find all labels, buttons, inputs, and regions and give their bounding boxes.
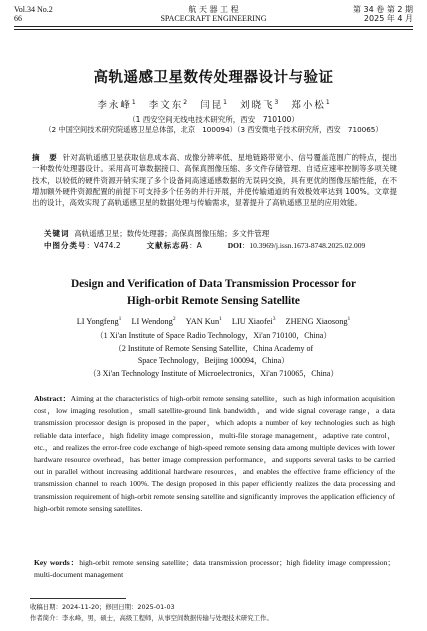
keywords-en (34, 557, 395, 581)
author-cn: 闫昆$^1$ (200, 98, 227, 111)
keywords-en-text: high-orbit remote sensing satellite；data transmission processor；high fidelity image compression；multi-document management (34, 558, 395, 580)
header-date-cn: 2025 年 4 月 (363, 14, 413, 23)
abstract-en-text: Aiming at the characteristics of high-orbit remote sensing satellite，such as high information acquisition cost，low imaging resolution，small satellite-ground link bandwidth，and wide signal coverage range，a data transmission processor design is proposed in the paper，which adopts a number of key technologies such as high reliable data interface，high fidelity image compression，multi-file storage management，adaptive rate control，etc.，and realizes the error-free code exchange of high-speed remote sensing data among multiple devices with lower hardware resource overhead，has better image compression performance，and supports several tasks to be carried out in parallel without increasing additional hardware resources，and enables the effective frame efficiency of the transmission channel to reach 100%. The design proposed in this paper efficiently realizes the data processing and transmission requirement of high-orbit remote sensing satellite and significantly improves the application efficiency of high-orbit remote sensing satellites. (34, 394, 395, 513)
doi-value: 10.3969/j.issn.1673-8748.2025.02.009 (249, 241, 366, 250)
authors-en (0, 316, 427, 326)
title-en (0, 276, 427, 310)
footnote-received: 收稿日期：2024-11-20；修回日期：2025-01-03 (30, 603, 175, 611)
title-en-line-2: High-orbit Remote Sensing Satellite (127, 295, 300, 307)
author-cn: 郑小松$^1$ (291, 98, 330, 111)
abstract-cn-label: 摘 要 (32, 153, 58, 162)
title-en-line-1: Design and Verification of Data Transmission Processor for (70, 278, 357, 290)
clc-label: 中图分类号 (44, 241, 87, 250)
footnote-author-bio: 作者简介：李永峰，男，硕士，高级工程师，从事空间数据传输与处理技术研究工作。 (30, 614, 273, 622)
header-volume-cn: 第 34 卷 第 2 期 (353, 5, 413, 14)
affiliation-cn-2: （2 中国空间技术研究院遥感卫星总体部，北京 100094）（3 西安微电子技术研究所，西安 710065） (44, 125, 383, 134)
header-journal-cn: 航 天 器 工 程 (188, 5, 239, 14)
author-en: LIU Xiaofei$^3$ (231, 316, 276, 326)
footnote-rule (30, 598, 126, 599)
author-cn: 李永峰$^1$ (97, 98, 136, 111)
keywords-cn-label: 关键词 (44, 229, 70, 238)
classification-cn: 中图分类号：V474.2 文献标志码：A DOI：10.3969/j.issn.1673-8748.2025.02.009 (44, 241, 366, 250)
clc-value: V474.2 (94, 241, 121, 250)
keywords-cn (44, 228, 269, 239)
keywords-cn-text: 高轨遥感卫星；数传处理器；高保真图像压缩；多文件管理 (74, 229, 270, 238)
doc-code-value: A (196, 241, 202, 250)
affiliation-cn-1: （1 西安空间无线电技术研究所，西安 710100） (128, 115, 299, 124)
affiliation-en-1: （1 Xi'an Institute of Space Radio Technology，Xi'an 710100，China） (95, 331, 332, 340)
title-cn: 高轨遥感卫星数传处理器设计与验证 (93, 70, 334, 86)
author-en: ZHENG Xiaosong$^1$ (285, 316, 351, 326)
author-cn: 刘晓飞$^3$ (239, 98, 279, 111)
header-volume: Vol.34 No.2 (14, 5, 53, 14)
header-rule-thick (14, 26, 413, 27)
author-en: LI Wendong$^2$ (131, 316, 176, 326)
affiliation-en-2a: （2 Institute of Remote Sensing Satellite，China Academy of (113, 343, 314, 353)
affiliation-en-3: （3 Xi'an Technology Institute of Microelectronics，Xi'an 710065，China） (88, 368, 339, 378)
keywords-en-label: Key words： (34, 558, 80, 567)
header-journal-en: SPACECRAFT ENGINEERING (160, 14, 267, 23)
author-en: LI Yongfeng$^1$ (76, 316, 122, 326)
header-rule-thin (14, 29, 413, 30)
author-cn: 李文东$^2$ (148, 98, 188, 111)
abstract-en (34, 393, 395, 515)
authors-cn (0, 97, 427, 111)
header-page-number: 66 (14, 14, 22, 23)
affiliations-en (0, 330, 427, 380)
doc-code-label: 文献标志码 (146, 241, 190, 250)
author-en: YAN Kun$^1$ (185, 316, 222, 326)
header-right (353, 5, 413, 23)
affiliation-en-2b: Space Technology，Beijing 100094，China） (137, 356, 290, 365)
doi-label: DOI (227, 241, 242, 250)
abstract-cn (32, 152, 397, 208)
abstract-en-label: Abstract： (34, 394, 71, 403)
abstract-cn-text: 针对高轨遥感卫星获取信息成本高、成像分辨率低、星地链路带宽小、信号覆盖范围广的特点，提出一种数传处理器设计。采用高可靠数据接口、高保真图像压缩、多文件存储管理、自适应速率控制等多项关键技术，以较低的硬件资源开销实现了多个设备间高速遥感数据的无误码交换，具有更优的图像压缩性能，在不增加额外硬件资源配置的前提下可支持多个任务的并行开展，并使传输通道的有效极效率达到 100%。文章提出的设计，高效实现了高轨遥感卫星的数据处理与传输需求，显著提升了高轨遥感卫星的应用效能。 (32, 153, 397, 208)
